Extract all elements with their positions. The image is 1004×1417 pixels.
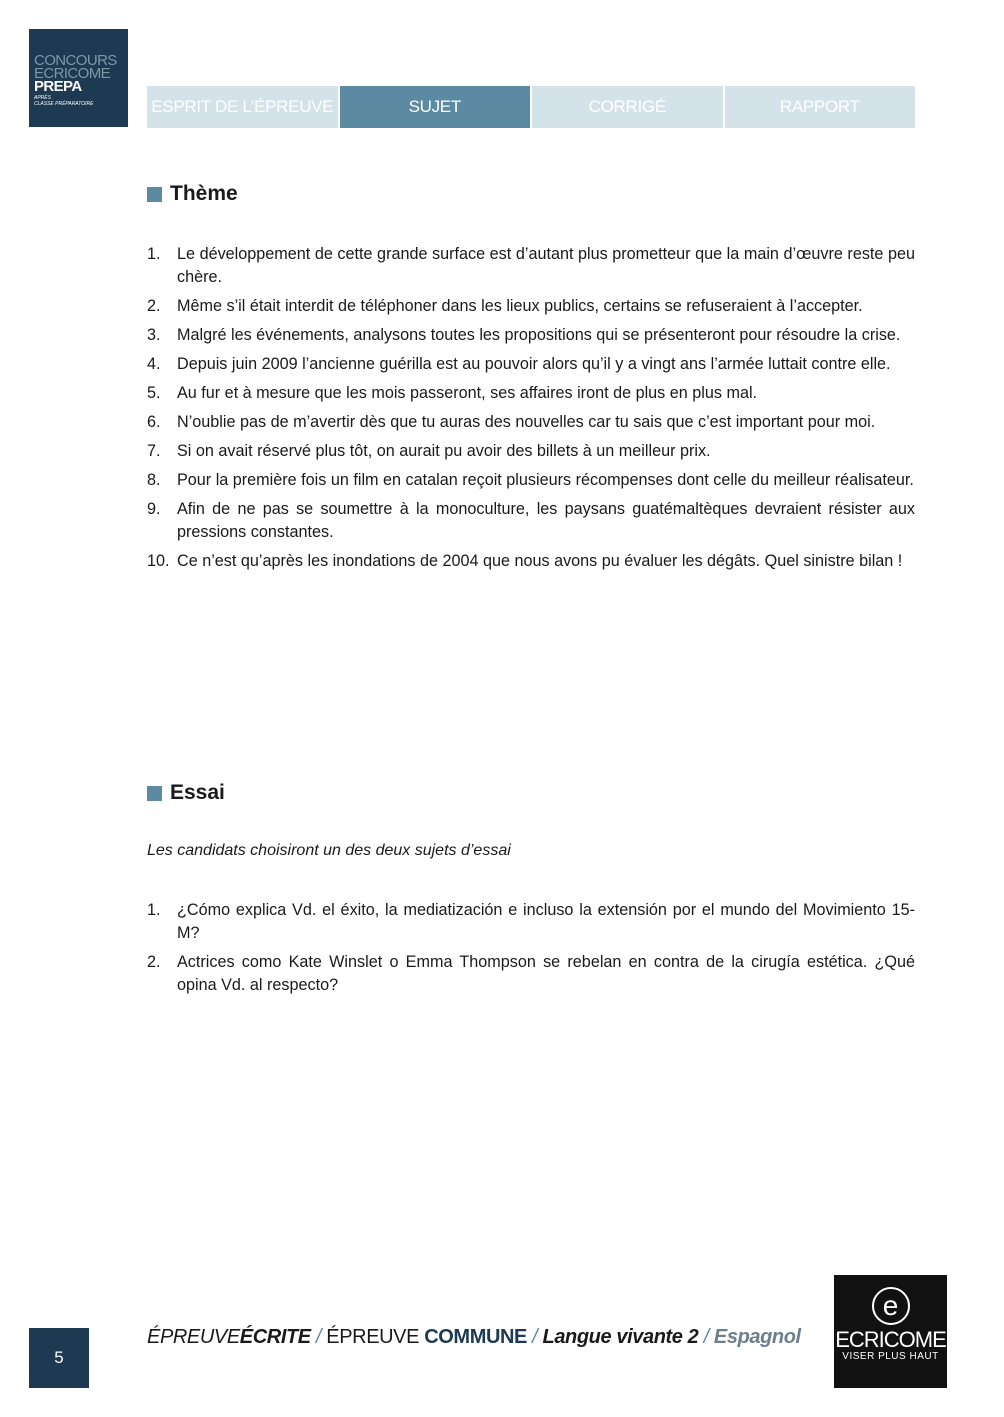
footer-ecrite: ÉCRITE (239, 1326, 311, 1348)
footer-epreuve: ÉPREUVE (147, 1326, 240, 1348)
ecricome-e-icon: e (872, 1287, 910, 1325)
ecricome-brand-logo (834, 1275, 947, 1388)
page-number: 5 (29, 1328, 89, 1388)
list-item: 1. Le développement de cette grande surface est d’autant plus prometteur que la main d’œuvre reste peu chère. (147, 245, 915, 286)
list-item: 4. Depuis juin 2009 l’ancienne guérilla est au pouvoir alors qu’il y a vingt ans l’armée luttait contre elle. (147, 355, 891, 373)
logo-line-classe: CLASSE PRÉPARATOIRE (34, 101, 94, 107)
logo-line-ecricome: ECRICOME (34, 65, 111, 82)
list-item: 6. N’oublie pas de m’avertir dès que tu auras des nouvelles car tu sais que c’est important pour moi. (147, 413, 876, 431)
list-item: 2. Même s’il était interdit de téléphoner dans les lieux publics, certains se refuseraient à l’accepter. (147, 297, 863, 315)
footer-separator: / (703, 1326, 709, 1348)
footer-epreuve-2: ÉPREUVE (326, 1326, 420, 1348)
tab-corrige[interactable]: CORRIGÉ (532, 86, 723, 128)
list-item: 9. Afin de ne pas se soumettre à la monoculture, les paysans guatémaltèques devraient résister aux pressions constantes. (147, 500, 915, 541)
footer-separator: / (315, 1326, 322, 1348)
logo-line-concours: CONCOURS (34, 52, 117, 69)
list-item: 1. ¿Cómo explica Vd. el éxito, la mediatización e incluso la extensión por el mundo del Movimiento 15-M? (147, 901, 915, 942)
section-tabs (147, 86, 915, 128)
tab-rapport[interactable]: RAPPORT (725, 86, 916, 128)
tab-sujet[interactable]: SUJET (340, 86, 531, 128)
concours-logo (29, 29, 128, 127)
essai-heading (147, 781, 225, 805)
list-item: 8. Pour la première fois un film en catalan reçoit plusieurs récompenses dont celle du meilleur réalisateur. (147, 471, 914, 489)
brand-name: ECRICOME (835, 1327, 946, 1352)
logo-line-apres: APRÈS (34, 95, 51, 101)
list-item: 2. Actrices como Kate Winslet o Emma Thompson se rebelan en contra de la cirugía estética. ¿Qué opina Vd. al respecto? (147, 953, 915, 994)
essai-list (147, 899, 915, 1003)
logo-line-prepa: PREPA (34, 78, 82, 95)
tab-esprit[interactable]: ESPRIT DE L’ÉPREUVE (147, 86, 338, 128)
list-item: 10. Ce n’est qu’après les inondations de 2004 que nous avons pu évaluer les dégâts. Quel sinistre bilan ! (147, 552, 903, 570)
square-bullet-icon (147, 786, 162, 801)
essai-heading-text: Essai (170, 781, 225, 804)
theme-list (147, 243, 915, 579)
footer-separator: / (532, 1326, 538, 1348)
essai-instruction: Les candidats choisiront un des deux sujets d’essai (147, 842, 511, 859)
footer-title (147, 1326, 801, 1349)
list-item: 5. Au fur et à mesure que les mois passeront, ses affaires iront de plus en plus mal. (147, 384, 758, 402)
list-item: 7. Si on avait réservé plus tôt, on aurait pu avoir des billets à un meilleur prix. (147, 442, 711, 460)
footer-commune: COMMUNE (424, 1326, 527, 1348)
brand-tagline: VISER PLUS HAUT (842, 1351, 939, 1362)
theme-heading-text: Thème (170, 182, 238, 205)
square-bullet-icon (147, 187, 162, 202)
theme-heading (147, 182, 238, 206)
footer-langue: Langue vivante 2 (542, 1326, 699, 1348)
list-item: 3. Malgré les événements, analysons toutes les propositions qui se présenteront pour résoudre la crise. (147, 326, 901, 344)
footer-espagnol: Espagnol (713, 1326, 801, 1348)
